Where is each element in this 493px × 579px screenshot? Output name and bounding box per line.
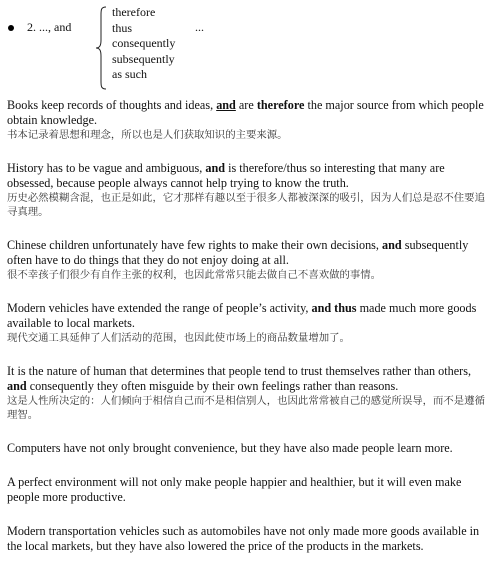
example-item xyxy=(7,364,491,422)
sentence-text: A perfect environment will not only make people happier and healthier, but it will even make people more productive. xyxy=(7,475,462,504)
example-english xyxy=(7,364,491,394)
example-chinese: 书本记录着思想和理念，所以也是人们获取知识的主要来源。 xyxy=(7,129,288,141)
connector-keyword: and xyxy=(205,161,226,175)
example-english xyxy=(7,524,491,554)
connector-keyword: and xyxy=(216,98,236,112)
example-list xyxy=(7,98,491,573)
sentence-text: Modern vehicles have extended the range of people’s activity, xyxy=(7,301,312,315)
sentence-text: Books keep records of thoughts and ideas, xyxy=(7,98,217,112)
connector-option: as such xyxy=(112,67,147,82)
example-item xyxy=(7,441,491,456)
sentence-text: are xyxy=(235,98,257,112)
example-english xyxy=(7,161,491,191)
example-chinese: 现代交通工具延伸了人们活动的范围，也因此使市场上的商品数量增加了。 xyxy=(7,332,350,344)
example-english xyxy=(7,238,491,268)
connector-options xyxy=(112,5,175,83)
sentence-text: is therefore/thus so interesting that many are obsessed, because people always cannot help trying to know the truth. xyxy=(7,161,445,190)
example-item xyxy=(7,301,491,345)
connector-option: therefore xyxy=(112,5,156,19)
connector-keyword: and xyxy=(7,379,27,393)
pattern-ellipsis: ... xyxy=(195,20,204,34)
example-item xyxy=(7,98,491,142)
pattern-header xyxy=(0,0,493,95)
sentence-text: History has to be vague and ambiguous, xyxy=(7,161,206,175)
sentence-text: consequently they often misguide by their own feelings rather than reasons. xyxy=(26,379,399,393)
sentence-text: subsequently often have to do things that they do not enjoy doing at all. xyxy=(7,238,469,267)
example-item xyxy=(7,238,491,282)
connector-option: subsequently xyxy=(112,51,175,66)
sentence-text: It is the nature of human that determines that people tend to trust themselves rather than others, xyxy=(7,364,472,378)
example-chinese: 很不幸孩子们很少有自作主张的权利，也因此常常只能去做自己不喜欢做的事情。 xyxy=(7,269,382,281)
example-english xyxy=(7,301,491,331)
sentence-text: the major source from which people obtain knowledge. xyxy=(7,98,484,127)
example-chinese: 这是人性所决定的：人们倾向于相信自己而不是相信别人，也因此常常被自己的感觉所误导，而不是遵循理智。 xyxy=(7,395,485,421)
sentence-text: Computers have not only brought convenience, but they have also made people learn more. xyxy=(7,441,453,455)
connector-keyword: and thus xyxy=(311,301,357,315)
connector-option: consequently xyxy=(112,36,176,51)
example-english xyxy=(7,475,491,505)
example-item xyxy=(7,161,491,219)
connector-keyword: therefore xyxy=(256,98,305,112)
example-item xyxy=(7,524,491,554)
sentence-text: made much more goods available to local markets. xyxy=(7,301,477,330)
left-brace-icon xyxy=(94,6,108,90)
sentence-text: Modern transportation vehicles such as automobiles have not only made more goods available in the local markets, but they have also lowered the price of the products in the markets. xyxy=(7,524,480,553)
example-chinese: 历史必然模糊含混，也正是如此，它才那样有趣以至于很多人都被深深的吸引，因为人们总是忍不住要追寻真理。 xyxy=(7,192,485,218)
pattern-lead: 2. ..., and xyxy=(27,20,72,34)
connector-option: thus xyxy=(112,20,133,35)
example-english xyxy=(7,98,491,128)
sentence-text: Chinese children unfortunately have few rights to make their own decisions, xyxy=(7,238,383,252)
example-english xyxy=(7,441,491,456)
example-item xyxy=(7,475,491,505)
connector-keyword: and xyxy=(382,238,402,252)
bullet-icon xyxy=(8,25,14,31)
